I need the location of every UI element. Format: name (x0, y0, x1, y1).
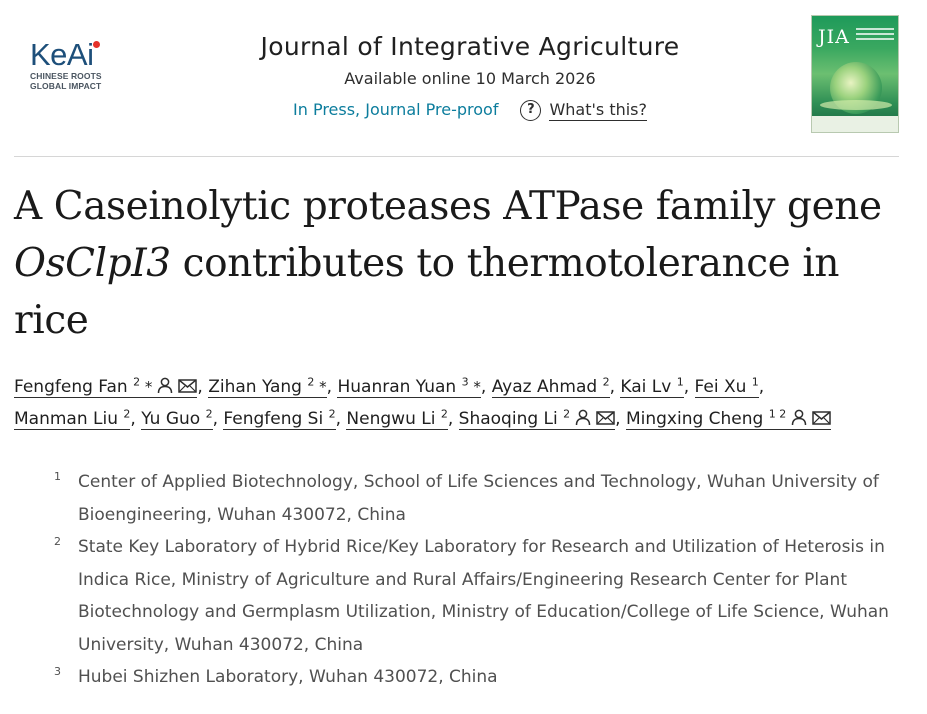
author-item[interactable] (695, 377, 759, 398)
author-item[interactable] (346, 409, 447, 430)
cover-abbrev: JIA (818, 26, 850, 48)
author-item[interactable] (492, 377, 610, 398)
author-affiliation-sup: 2 (133, 375, 141, 389)
author-separator: , (447, 409, 459, 429)
author-separator: , (683, 377, 695, 397)
author-affiliation-sup: 1 2 (768, 407, 787, 421)
author-separator: , (326, 377, 338, 397)
author-name[interactable] (346, 409, 447, 430)
equal-contribution-star: * (140, 378, 153, 396)
author-affiliation-sup: 2 (440, 407, 448, 421)
author-name-text: Manman Liu (14, 409, 118, 429)
author-item[interactable] (459, 409, 615, 430)
author-name-text: Fengfeng Fan (14, 377, 128, 397)
person-icon (156, 376, 174, 394)
logo-dot (93, 41, 100, 48)
person-icon (790, 408, 808, 426)
whats-this-button[interactable] (520, 100, 647, 121)
author-name[interactable] (620, 377, 683, 398)
author-name-text: Yu Guo (141, 409, 201, 429)
cover-footer (812, 116, 898, 132)
author-name-text: Nengwu Li (346, 409, 436, 429)
author-item[interactable] (223, 409, 335, 430)
publisher-logo-text: KeAi (30, 37, 94, 72)
journal-title[interactable]: Journal of Integrative Agriculture (260, 32, 680, 61)
author-name[interactable] (223, 409, 335, 430)
journal-header (180, 30, 760, 122)
author-affiliation-sup: 2 (123, 407, 131, 421)
mail-icon (596, 410, 615, 426)
publisher-tagline-1: CHINESE ROOTS (30, 71, 102, 81)
affiliation-text: State Key Laboratory of Hybrid Rice/Key Laboratory for Research and Utilization of Heterosis in Indica Rice, Ministry of Agriculture and Rural Affairs/Engineering Research Center for Plant Biotechnology and Germplasm Utilization, Ministry of Education/College of Life Science, Wuhan University, Wuhan 430072, China (78, 537, 889, 655)
title-line-1: A Caseinolytic proteases ATPase family gene (14, 184, 882, 229)
author-separator: , (130, 409, 142, 429)
journal-cover-image[interactable] (811, 15, 899, 133)
author-item[interactable] (14, 409, 130, 430)
author-name-text: Fei Xu (694, 377, 747, 397)
person-icon (574, 408, 592, 426)
author-name[interactable] (14, 377, 197, 398)
author-item[interactable] (14, 377, 197, 398)
author-name-text: Ayaz Ahmad (491, 377, 598, 397)
author-name-text: Huanran Yuan (337, 377, 457, 397)
author-item[interactable] (620, 377, 683, 398)
whats-this-label: What's this? (549, 99, 647, 119)
author-separator: , (197, 377, 209, 397)
cover-text-lines (856, 28, 894, 43)
author-name[interactable] (459, 409, 615, 430)
author-affiliation-sup: 1 (751, 375, 759, 389)
author-separator: , (212, 409, 224, 429)
author-separator: , (758, 377, 765, 397)
question-icon: ? (520, 100, 541, 121)
equal-contribution-star: * (468, 378, 481, 396)
author-name-text: Zihan Yang (208, 377, 302, 397)
affiliation-list (54, 466, 914, 694)
mail-icon (178, 378, 197, 394)
author-list (14, 371, 914, 435)
title-gene-name: OsClpI3 (14, 241, 171, 286)
author-name-text: Shaoqing Li (458, 409, 558, 429)
publisher-logo[interactable] (30, 37, 120, 91)
affiliation-number: 3 (54, 665, 61, 678)
author-item[interactable] (141, 409, 212, 430)
author-name-text: Kai Lv (620, 377, 672, 397)
author-separator: , (480, 377, 492, 397)
author-separator: , (615, 409, 626, 429)
affiliation-text: Hubei Shizhen Laboratory, Wuhan 430072, China (78, 667, 498, 687)
author-affiliation-sup: 2 (563, 407, 571, 421)
affiliation-text: Center of Applied Biotechnology, School of Life Sciences and Technology, Wuhan University of Bioengineering, Wuhan 430072, China (78, 472, 879, 525)
author-name[interactable] (626, 409, 831, 430)
author-name-text: Mingxing Cheng (625, 409, 764, 429)
author-item[interactable] (337, 377, 480, 398)
author-separator: , (335, 409, 347, 429)
author-separator: , (609, 377, 621, 397)
author-name[interactable] (492, 377, 610, 398)
article-title (14, 178, 914, 349)
author-affiliation-sup: 2 (307, 375, 315, 389)
publisher-tagline-2: GLOBAL IMPACT (30, 80, 102, 91)
author-affiliation-sup: 2 (602, 375, 610, 389)
author-affiliation-sup: 3 (461, 375, 469, 389)
affiliation-number: 2 (54, 535, 61, 548)
affiliation-item (54, 661, 914, 694)
available-online: Available online 10 March 2026 (344, 69, 596, 88)
author-name-text: Fengfeng Si (223, 409, 324, 429)
header-divider (14, 156, 899, 157)
author-name[interactable] (208, 377, 326, 398)
affiliation-item (54, 531, 914, 661)
author-affiliation-sup: 1 (676, 375, 684, 389)
author-name[interactable] (141, 409, 212, 430)
author-name[interactable] (14, 409, 130, 430)
equal-contribution-star: * (314, 378, 327, 396)
author-name[interactable] (337, 377, 480, 398)
affiliation-number: 1 (54, 470, 61, 483)
affiliation-item (54, 466, 914, 531)
title-line-2: contributes to thermotolerance in (170, 241, 840, 286)
title-line-3: rice (14, 298, 89, 343)
author-item[interactable] (208, 377, 326, 398)
cover-leaf (820, 100, 892, 110)
mail-icon (812, 410, 831, 426)
author-name[interactable] (695, 377, 759, 398)
in-press-link[interactable]: In Press, Journal Pre-proof (293, 100, 499, 119)
author-affiliation-sup: 2 (328, 407, 336, 421)
author-affiliation-sup: 2 (205, 407, 213, 421)
author-item[interactable] (626, 409, 831, 430)
status-row (180, 98, 760, 122)
